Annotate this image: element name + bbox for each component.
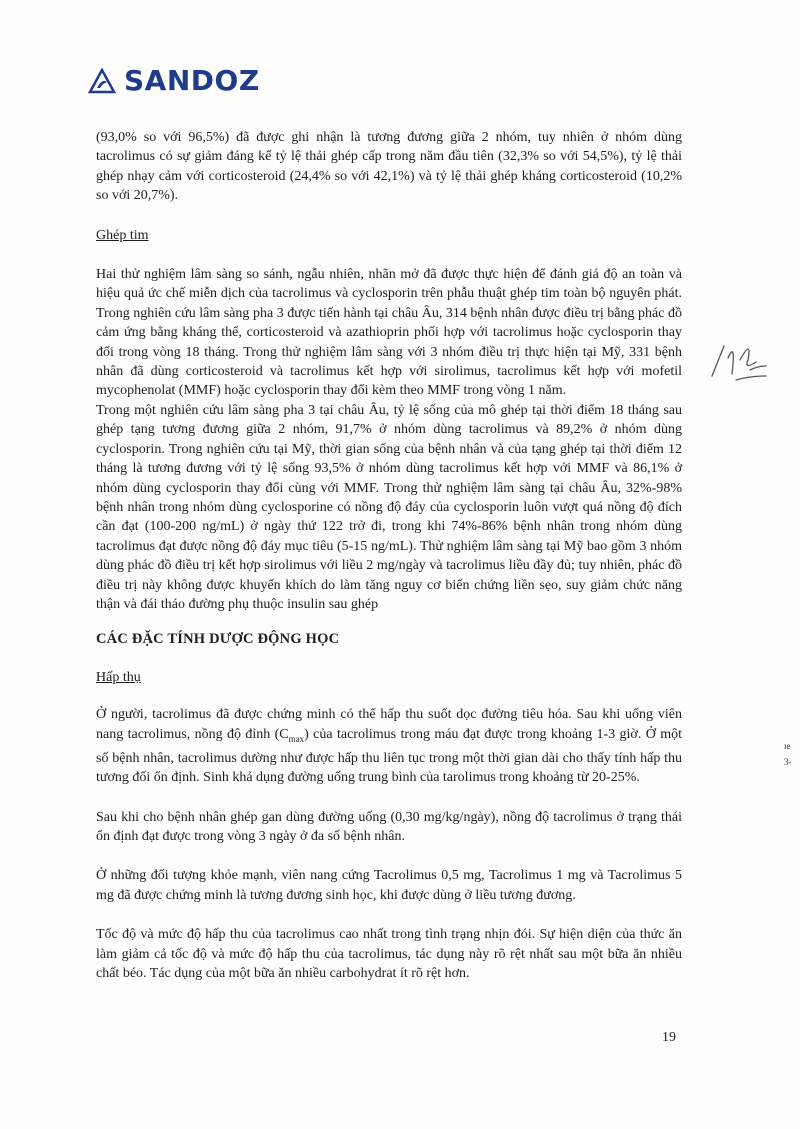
paragraph-graft-results: (93,0% so với 96,5%) đã được ghi nhận là tương đương giữa 2 nhóm, tuy nhiên ở nhóm dùng tacrolimus có sự giảm đáng kể tỷ lệ thải ghép cấp trong năm đầu tiên (32,3% so với 54,5%), tỷ lệ thải ghép nhạy cảm với corticosteroid (24,4% so với 42,1%) và tỷ lệ thải ghép kháng corticosteroid (10,2% so với 20,7%). — [96, 130, 682, 204]
subheading-absorption: Hấp thụ — [96, 669, 141, 685]
paragraph-bioequivalence: Ở những đối tượng khỏe mạnh, viên nang cứng Tacrolimus 0,5 mg, Tacrolimus 1 mg và Tacrolimus 5 mg đã được chứng minh là tương đương sinh học, khi được dùng ở liều tương đương. — [96, 868, 682, 903]
sandoz-emblem-icon — [88, 68, 116, 94]
section-heading-pharmacokinetics: CÁC ĐẶC TÍNH DƯỢC ĐỘNG HỌC — [96, 631, 340, 648]
paragraph-heart-trials: Hai thử nghiệm lâm sàng so sánh, ngẫu nhiên, nhãn mở đã được thực hiện để đánh giá độ an toàn và hiệu quả ức chế miễn dịch của tacrolimus và cyclosporin trên phẫu thuật ghép tim toàn bộ nguyên phát. Trong nghiên cứu lâm sàng pha 3 được tiến hành tại châu Âu, 314 bệnh nhân được điều trị bằng phác đồ cảm ứng bằng kháng thể, corticosteroid và azathioprin phối hợp với tacrolimus hoặc cyclosporin thay đổi trong vòng 18 tháng. Trong thử nghiệm lâm sàng với 3 nhóm điều trị thực hiện tại Mỹ, 331 bệnh nhân đã dùng corticosteroid và tacrolimus kết hợp với sirolimus, tacrolimus kết hợp với mofetil mycophenolat (MMF) hoặc cyclosporin thay đổi kèm theo MMF trong vòng 1 năm. — [96, 267, 682, 399]
paragraph-heart-outcomes: Trong một nghiên cứu lâm sàng pha 3 tại châu Âu, tỷ lệ sống của mô ghép tại thời điểm 18 tháng sau ghép tạng tương đương giữa 2 nhóm, 91,7% ở nhóm dùng tacrolimus và 89,2% ở nhóm dùng cyclosporin. Trong nghiên cứu tại Mỹ, thời gian sống của bệnh nhân và của tạng ghép tại thời điểm 12 tháng là tương đương với tỷ lệ sống 93,5% ở nhóm dùng tacrolimus kết hợp với MMF và 86,1% ở nhóm dùng cyclosporin thay đổi cùng với MMF. Trong thử nghiệm lâm sàng tại châu Âu, 32%-98% bệnh nhân trong nhóm dùng cyclosporine có nồng độ đáy của cyclosporin luôn vượt quá nồng độ đích cần đạt (100-200 ng/mL) ở ngày thứ 122 trở đi, trong khi 74%-86% bệnh nhân trong nhóm dùng tacrolimus đạt được nồng độ đáy mục tiêu (5-15 ng/mL). Thử nghiệm lâm sàng tại Mỹ bao gồm 3 nhóm dùng phác đồ điều trị kết hợp sirolimus với liều 2 mg/ngày và tacrolimus liều đầy đủ; tuy nhiên, phác đồ điều trị này không được khuyến khích do làm tăng nguy cơ biến chứng liền sẹo, suy giảm chức năng thận và đái tháo đường phụ thuộc insulin sau ghép — [96, 402, 682, 612]
paragraph-liver-steady-state: Sau khi cho bệnh nhân ghép gan dùng đường uống (0,30 mg/kg/ngày), nồng độ tacrolimus ở trạng thái ổn định đạt được trong vòng 3 ngày ở đa số bệnh nhân. — [96, 809, 682, 844]
brand-name: SANDOZ — [124, 64, 260, 97]
page-number: 19 — [662, 1030, 676, 1045]
paragraph-food-effect: Tốc độ và mức độ hấp thu của tacrolimus cao nhất trong tình trạng nhịn đói. Sự hiện diện của thức ăn làm giảm cả tốc độ và mức độ hấp thu của tacrolimus, tác dụng này rõ rệt nhất sau một bữa ăn nhiều chất béo. Tác dụng của một bữa ăn nhiều carbohydrat ít rõ rệt hơn. — [96, 927, 682, 982]
document-body — [96, 128, 682, 983]
paragraph-absorption: Ở người, tacrolimus đã được chứng minh có thể hấp thu suốt dọc đường tiêu hóa. Sau khi uống viên nang tacrolimus, nồng độ đỉnh $(C_{max})$ của tacrolimus trong máu đạt được trong khoảng 1-3 giờ. Ở một số bệnh nhân, tacrolimus dường như được hấp thu liên tục trong một thời gian dài cho thấy tính hấp thu tương đối ổn định. Sinh khả dụng đường uống trung bình của tarolimus trong khoảng từ 20-25%. — [96, 707, 682, 786]
margin-marks: ıe 3- — [784, 741, 792, 767]
sandoz-logo — [88, 64, 260, 97]
subheading-heart-transplant: Ghép tim — [96, 227, 149, 243]
handwritten-signature — [706, 330, 772, 391]
